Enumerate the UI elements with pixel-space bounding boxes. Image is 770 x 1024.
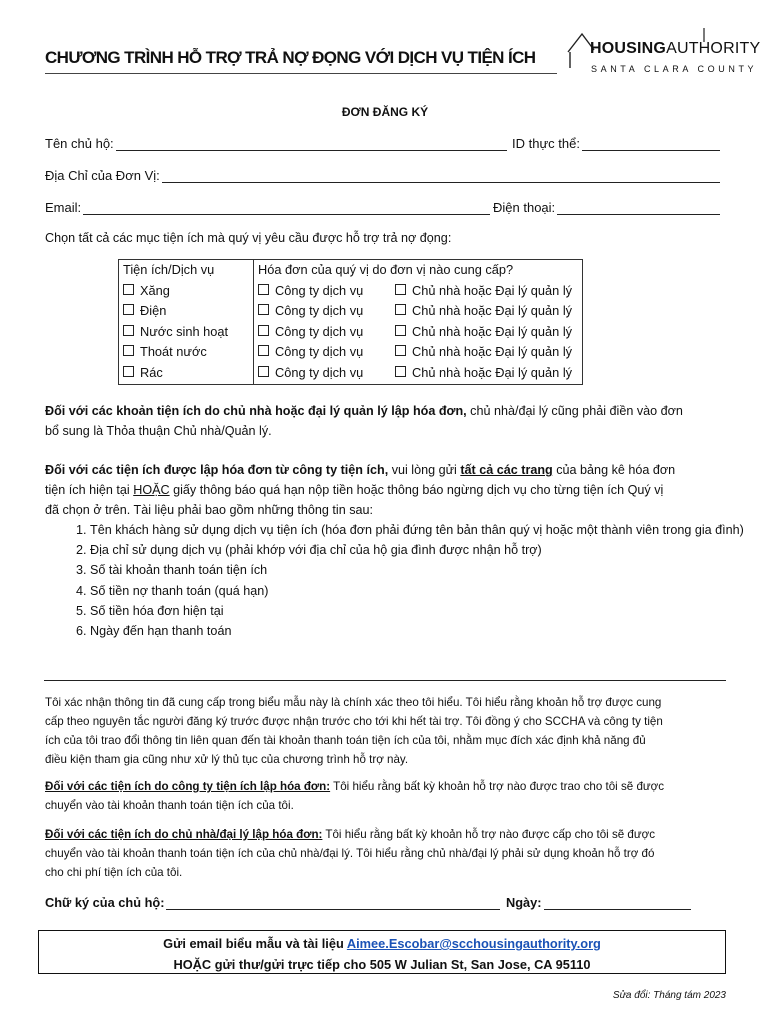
- billing-row: Công ty dịch vụ Chủ nhà hoặc Đại lý quản lý: [258, 281, 578, 302]
- address-label: Địa Chỉ của Đơn Vị:: [45, 168, 160, 183]
- billing-column: [254, 260, 583, 385]
- entity-id-row: [512, 136, 720, 151]
- form-title: CHƯƠNG TRÌNH HỖ TRỢ TRẢ NỢ ĐỌNG VỚI DỊCH VỤ TIỆN ÍCH: [45, 48, 536, 67]
- owner-name-label: Tên chủ hộ:: [45, 136, 114, 151]
- section-divider: [44, 680, 726, 681]
- checkbox[interactable]: [258, 304, 269, 315]
- title-divider: [45, 73, 557, 74]
- list-item: 4. Số tiền nợ thanh toán (quá hạn): [90, 581, 760, 601]
- logo-subtitle: SANTA CLARA COUNTY: [591, 64, 758, 74]
- checkbox[interactable]: [395, 304, 406, 315]
- list-item: 5. Số tiền hóa đơn hiện tại: [90, 601, 760, 621]
- checkbox[interactable]: [395, 284, 406, 295]
- utility-header: Tiện ích/Dịch vụ: [123, 262, 215, 277]
- checkbox[interactable]: [258, 325, 269, 336]
- landlord-billing-attestation: Đối với các tiện ích do chủ nhà/đại lý lập hóa đơn: Tôi hiểu rằng bất kỳ khoản hỗ trợ nào được cấp cho tôi sẽ được chuyển vào tài khoản thanh toán tiện ích của chủ nhà/đại lý. Tôi hiểu rằng chủ nhà/đại lý phải sử dụng khoản hỗ trợ đó cho chi phí tiện ích của tôi.: [45, 828, 656, 879]
- utility-option-water[interactable]: Nước sinh hoạt: [123, 322, 249, 343]
- signature-row: [45, 895, 500, 910]
- utility-option-sewer[interactable]: Thoát nước: [123, 342, 249, 363]
- checkbox[interactable]: [258, 284, 269, 295]
- checkbox[interactable]: [258, 345, 269, 356]
- list-item: 1. Tên khách hàng sử dụng dịch vụ tiện ích (hóa đơn phải đứng tên bản thân quý vị hoặc một thành viên trong gia đình): [90, 520, 760, 540]
- checkbox[interactable]: [258, 366, 269, 377]
- signature-field[interactable]: [166, 895, 500, 910]
- utility-option-gas[interactable]: Xăng: [123, 281, 249, 302]
- required-info-list: [50, 520, 760, 641]
- submission-box: Gửi email biểu mẫu và tài liệu Aimee.Escobar@scchousingauthority.org HOẶC gửi thư/gửi trực tiếp cho 505 W Julian St, San Jose, CA 95110: [38, 930, 726, 974]
- checkbox[interactable]: [123, 284, 134, 295]
- email-field[interactable]: [83, 200, 490, 215]
- billing-row: Công ty dịch vụ Chủ nhà hoặc Đại lý quản lý: [258, 301, 578, 322]
- company-billing-attestation: Đối với các tiện ích do công ty tiện ích lập hóa đơn: Tôi hiểu rằng bất kỳ khoản hỗ trợ nào được trao cho tôi sẽ được chuyển vào tài khoản thanh toán tiện ích của tôi.: [45, 780, 665, 812]
- list-item: 2. Địa chỉ sử dụng dịch vụ (phải khớp với địa chỉ của hộ gia đình được nhận hỗ trợ): [90, 540, 760, 560]
- billing-row: Công ty dịch vụ Chủ nhà hoặc Đại lý quản lý: [258, 322, 578, 343]
- utility-option-electric[interactable]: Điện: [123, 301, 249, 322]
- utility-option-trash[interactable]: Rác: [123, 363, 249, 384]
- signature-label: Chữ ký của chủ hộ:: [45, 895, 165, 910]
- company-instructions: Đối với các tiện ích được lập hóa đơn từ công ty tiện ích, vui lòng gửi tất cả các trang của bảng kê hóa đơn tiện ích hiện tại HOẶC giấy thông báo quá hạn nộp tiền hoặc thông báo ngừng dịch vụ cho từng tiện ích Quý vị đã chọn ở trên. Tài liệu phải bao gồm những thông tin sau:: [45, 463, 676, 517]
- address-field[interactable]: [162, 168, 720, 183]
- address-row: [45, 168, 720, 183]
- logo-wordmark: HOUSINGAUTHORITY: [590, 40, 761, 57]
- list-item: 3. Số tài khoản thanh toán tiện ích: [90, 560, 760, 580]
- phone-label: Điện thoại:: [493, 200, 556, 215]
- billing-row: Công ty dịch vụ Chủ nhà hoặc Đại lý quản lý: [258, 342, 578, 363]
- phone-field[interactable]: [557, 200, 720, 215]
- checkbox[interactable]: [123, 366, 134, 377]
- phone-row: [493, 200, 720, 215]
- date-row: [506, 895, 691, 910]
- checkbox[interactable]: [395, 345, 406, 356]
- email-link[interactable]: Aimee.Escobar@scchousingauthority.org: [346, 936, 601, 951]
- select-prompt: Chọn tất cả các mục tiện ích mà quý vị yêu cầu được hỗ trợ trả nợ đọng:: [45, 231, 452, 245]
- checkbox[interactable]: [123, 304, 134, 315]
- landlord-instructions: Đối với các khoản tiện ích do chủ nhà hoặc đại lý quản lý lập hóa đơn, chủ nhà/đại lý cũng phải điền vào đơn bổ sung là Thỏa thuận Chủ nhà/Quản lý.: [45, 404, 683, 438]
- date-field[interactable]: [544, 895, 691, 910]
- attestation-paragraph: Tôi xác nhận thông tin đã cung cấp trong biểu mẫu này là chính xác theo tôi hiểu. Tôi hiểu rằng khoản hỗ trợ được cung cấp theo nguyên tắc người đăng ký trước được nhận trước cho tới khi hết tài trợ. Tôi đồng ý cho SCCHA và công ty tiện ích của tôi trao đổi thông tin liên quan đến tài khoản thanh toán tiện ích của tôi, nhằm mục đích xác định khả năng đủ điều kiện tham gia cũng như xử lý thủ tục của chương trình hỗ trợ này.: [45, 696, 663, 766]
- checkbox[interactable]: [395, 366, 406, 377]
- email-row: [45, 200, 490, 215]
- revision-date: Sửa đổi: Tháng tám 2023: [612, 990, 726, 1001]
- form-heading: ĐƠN ĐĂNG KÝ: [341, 105, 429, 119]
- utility-table: [118, 259, 583, 385]
- entity-id-label: ID thực thể:: [512, 136, 580, 151]
- date-label: Ngày:: [506, 895, 542, 910]
- billing-header: Hóa đơn của quý vị do đơn vị nào cung cấp?: [258, 262, 514, 277]
- owner-name-row: [45, 136, 507, 151]
- checkbox[interactable]: [395, 325, 406, 336]
- utility-column: [119, 260, 254, 385]
- owner-name-field[interactable]: [116, 136, 507, 151]
- email-label: Email:: [45, 200, 82, 215]
- checkbox[interactable]: [123, 345, 134, 356]
- billing-row: Công ty dịch vụ Chủ nhà hoặc Đại lý quản lý: [258, 363, 578, 384]
- mailing-address: HOẶC gửi thư/gửi trực tiếp cho 505 W Julian St, San Jose, CA 95110: [173, 957, 591, 972]
- checkbox[interactable]: [123, 325, 134, 336]
- entity-id-field[interactable]: [582, 136, 720, 151]
- list-item: 6. Ngày đến hạn thanh toán: [90, 621, 760, 641]
